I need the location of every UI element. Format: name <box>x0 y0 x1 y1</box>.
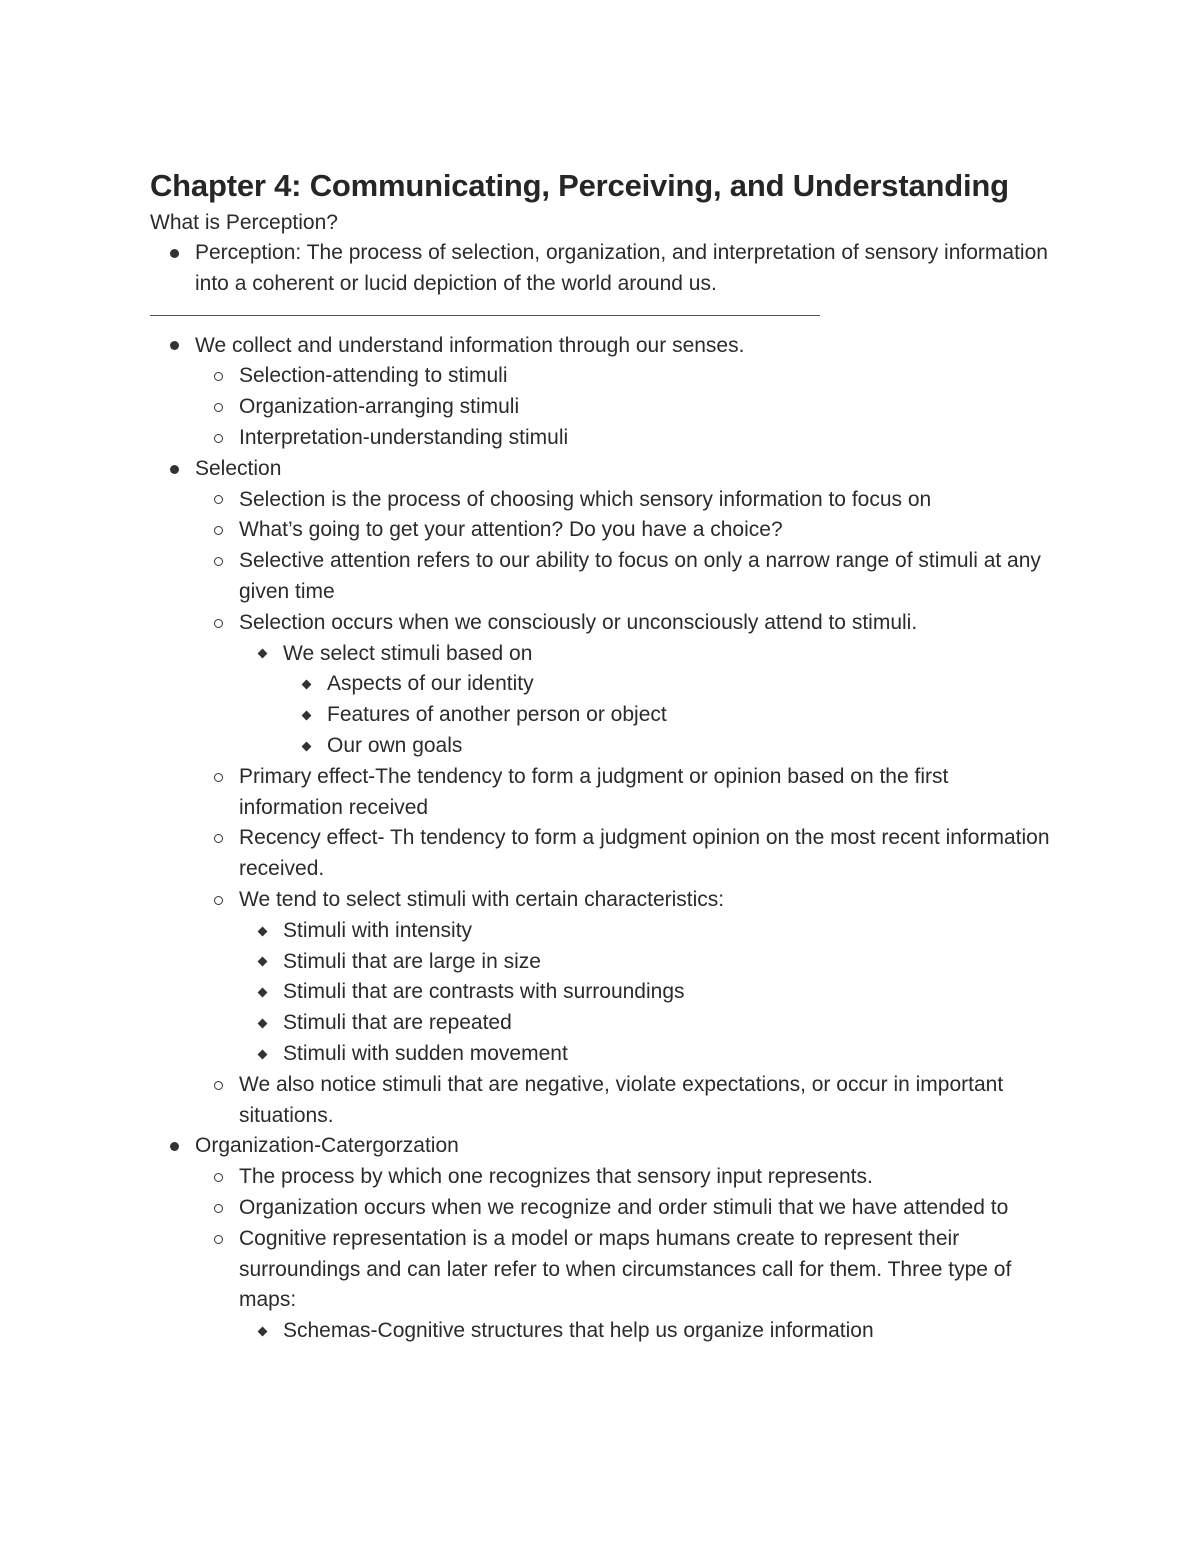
diamond-bullet-icon <box>255 1039 269 1070</box>
list-item-text: We collect and understand information through our senses. <box>195 333 745 357</box>
list-item-text: Features of another person or object <box>327 703 667 727</box>
diamond-bullet-icon <box>299 700 313 731</box>
list-item-text: Selection-attending to stimuli <box>239 364 508 388</box>
list-item-text: Recency effect- Th tendency to form a judgment opinion on the most recent information received. <box>239 826 1050 881</box>
list-item-text: Primary effect-The tendency to form a judgment or opinion based on the first information received <box>239 764 949 819</box>
list-item <box>150 608 1050 639</box>
list-item <box>150 1070 1050 1132</box>
list-item <box>150 331 1050 362</box>
list-item-text: Stimuli that are large in size <box>283 949 541 973</box>
document-page <box>150 166 1050 1347</box>
hollow-bullet-icon <box>211 1193 225 1224</box>
hollow-bullet-icon <box>211 823 225 854</box>
list-item-text: What’s going to get your attention? Do you have a choice? <box>239 518 783 542</box>
hollow-bullet-icon <box>211 361 225 392</box>
list-item <box>150 546 1050 608</box>
list-item-text: We also notice stimuli that are negative, violate expectations, or occur in important situations. <box>239 1072 1004 1127</box>
diamond-bullet-icon <box>255 639 269 670</box>
list-item-text: Selective attention refers to our ability to focus on only a narrow range of stimuli at any given time <box>239 549 1041 603</box>
hollow-bullet-icon <box>211 546 225 577</box>
list-item-text: Selection is the process of choosing which sensory information to focus on <box>239 487 932 511</box>
hollow-bullet-icon <box>211 485 225 516</box>
hollow-bullet-icon <box>211 1224 225 1255</box>
filled-bullet-icon <box>167 454 181 485</box>
list-item <box>150 392 1050 423</box>
diamond-bullet-icon <box>255 916 269 947</box>
list-item <box>150 947 1050 978</box>
list-item-text: We select stimuli based on <box>283 641 533 665</box>
hollow-bullet-icon <box>211 515 225 546</box>
hollow-bullet-icon <box>211 1070 225 1101</box>
list-item-text: We tend to select stimuli with certain characteristics: <box>239 887 725 911</box>
list-item <box>150 669 1050 700</box>
filled-bullet-icon <box>167 331 181 362</box>
hollow-bullet-icon <box>211 423 225 454</box>
list-item <box>150 1008 1050 1039</box>
diamond-bullet-icon <box>299 731 313 762</box>
hollow-bullet-icon <box>211 885 225 916</box>
bullet-outline <box>150 331 1050 1347</box>
list-item-text: Organization occurs when we recognize and order stimuli that we have attended to <box>239 1195 1009 1219</box>
hollow-bullet-icon <box>211 392 225 423</box>
list-item <box>150 1224 1050 1316</box>
list-item <box>150 515 1050 546</box>
list-item <box>150 1131 1050 1162</box>
diamond-bullet-icon <box>255 1316 269 1347</box>
list-item-text: Cognitive representation is a model or maps humans create to represent their surroundings and can later refer to when circumstances call for them. Three type of maps: <box>239 1226 1012 1312</box>
diamond-bullet-icon <box>299 669 313 700</box>
list-item-text: Stimuli with sudden movement <box>283 1041 568 1065</box>
list-item <box>150 1162 1050 1193</box>
list-item <box>150 485 1050 516</box>
list-item-text: Schemas-Cognitive structures that help us organize information <box>283 1319 874 1343</box>
list-item-text: Perception: The process of selection, organization, and interpretation of sensory information into a coherent or lucid depiction of the world around us. <box>195 241 1048 295</box>
list-item <box>150 700 1050 731</box>
hollow-bullet-icon <box>211 608 225 639</box>
hollow-bullet-icon <box>211 762 225 793</box>
horizontal-divider <box>150 315 820 316</box>
list-item <box>150 823 1050 885</box>
list-item <box>150 977 1050 1008</box>
list-item <box>150 1316 1050 1347</box>
list-item <box>150 762 1050 824</box>
list-item-perception-definition <box>150 238 1050 300</box>
list-item <box>150 361 1050 392</box>
list-item-text: Selection <box>195 456 282 480</box>
list-item-text: Stimuli that are repeated <box>283 1011 512 1035</box>
diamond-bullet-icon <box>255 947 269 978</box>
diamond-bullet-icon <box>255 977 269 1008</box>
list-item-text: Aspects of our identity <box>327 672 534 696</box>
list-item-text: Stimuli with intensity <box>283 918 473 942</box>
list-item <box>150 1039 1050 1070</box>
document-title: Chapter 4: Communicating, Perceiving, and Understanding <box>150 168 1009 203</box>
hollow-bullet-icon <box>211 1162 225 1193</box>
filled-bullet-icon <box>167 238 181 269</box>
list-item-text: The process by which one recognizes that sensory input represents. <box>239 1165 873 1189</box>
list-item-text: Selection occurs when we consciously or unconsciously attend to stimuli. <box>239 610 918 634</box>
list-item-text: Organization-arranging stimuli <box>239 395 520 419</box>
list-item <box>150 639 1050 670</box>
filled-bullet-icon <box>167 1131 181 1162</box>
list-item-text: Our own goals <box>327 733 463 757</box>
list-item-text: Organization-Catergorzation <box>195 1134 459 1158</box>
list-item <box>150 454 1050 485</box>
section-heading: What is Perception? <box>150 211 338 234</box>
list-item <box>150 423 1050 454</box>
list-item <box>150 916 1050 947</box>
list-item <box>150 731 1050 762</box>
list-item <box>150 1193 1050 1224</box>
list-item-text: Interpretation-understanding stimuli <box>239 425 569 449</box>
diamond-bullet-icon <box>255 1008 269 1039</box>
list-item-text: Stimuli that are contrasts with surroundings <box>283 980 685 1004</box>
list-item <box>150 885 1050 916</box>
